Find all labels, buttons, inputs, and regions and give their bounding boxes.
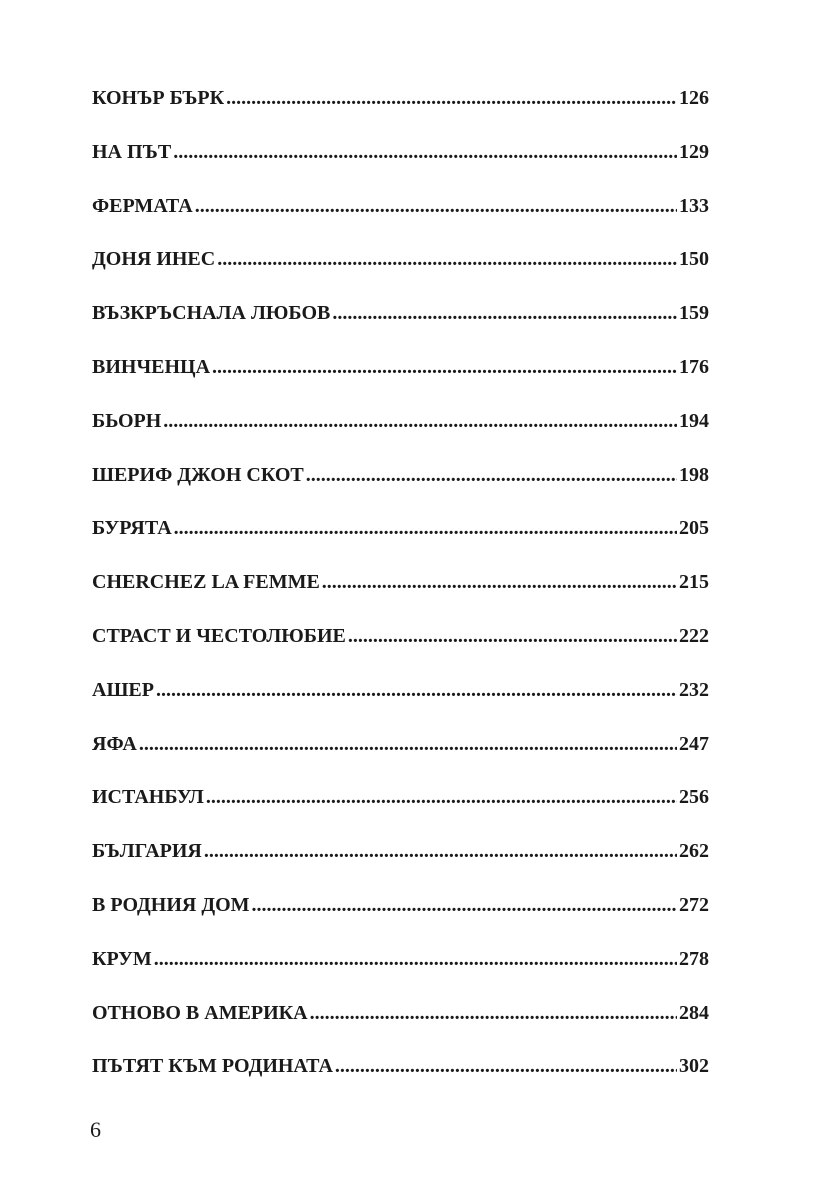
toc-entry-page: 232 <box>679 678 709 701</box>
toc-entry-page: 215 <box>679 571 709 594</box>
toc-entry <box>92 733 709 787</box>
toc-entry-page: 194 <box>679 409 709 432</box>
toc-dot-leader <box>332 302 677 325</box>
toc-entry <box>92 356 709 410</box>
toc-entry-title: CHERCHEZ LA FEMME <box>92 571 320 594</box>
toc-entry <box>92 948 709 1002</box>
toc-entry <box>92 894 709 948</box>
toc-dot-leader <box>174 517 677 540</box>
toc-dot-leader <box>322 571 677 594</box>
toc-entry <box>92 679 709 733</box>
toc-dot-leader <box>163 410 677 433</box>
toc-entry-title: КОНЪР БЪРК <box>92 87 225 109</box>
toc-entry-page: 302 <box>679 1055 709 1078</box>
toc-entry <box>92 141 709 195</box>
toc-entry-title: АШЕР <box>92 678 154 701</box>
toc-entry-title: ОТНОВО В АМЕРИКА <box>92 1001 308 1024</box>
toc-entry <box>92 302 709 356</box>
toc-entry-page: 278 <box>679 947 709 970</box>
toc-entry-title: БЪЛГАРИЯ <box>92 840 202 863</box>
toc-entry-title: ШЕРИФ ДЖОН СКОТ <box>92 463 304 486</box>
toc-dot-leader <box>212 356 677 379</box>
toc-dot-leader <box>226 87 677 110</box>
toc-entry-title: ЯФА <box>92 732 137 755</box>
toc-entry <box>92 571 709 625</box>
toc-entry <box>92 87 709 141</box>
page-number: 6 <box>90 1117 101 1142</box>
toc-entry-page: 198 <box>679 463 709 486</box>
toc-entry-title: ФЕРМАТА <box>92 194 193 217</box>
toc-entry-page: 272 <box>679 893 709 916</box>
toc-entry-page: 159 <box>679 302 709 325</box>
toc-entry-page: 129 <box>679 140 709 163</box>
toc-entry-page: 284 <box>679 1001 709 1024</box>
toc-dot-leader <box>306 464 677 487</box>
toc-entry <box>92 195 709 249</box>
toc-entry-title: БУРЯТА <box>92 517 172 540</box>
toc-entry <box>92 248 709 302</box>
toc-entry-title: КРУМ <box>92 947 152 970</box>
toc-entry <box>92 625 709 679</box>
toc-entry-page: 256 <box>679 786 709 809</box>
toc-entry <box>92 1002 709 1056</box>
toc-entry-title: ДОНЯ ИНЕС <box>92 248 216 271</box>
toc-entry-title: СТРАСТ И ЧЕСТОЛЮБИЕ <box>92 624 346 647</box>
toc-entry-page: 150 <box>679 248 709 271</box>
toc-entry-title: БЬОРН <box>92 409 162 432</box>
toc-dot-leader <box>206 786 677 809</box>
toc-dot-leader <box>310 1002 677 1025</box>
toc-dot-leader <box>173 141 677 164</box>
toc-dot-leader <box>217 248 677 271</box>
toc-entry-title: НА ПЪТ <box>92 140 172 163</box>
toc-dot-leader <box>139 733 677 756</box>
toc-entry <box>92 410 709 464</box>
table-of-contents <box>92 87 709 1109</box>
toc-entry-title: ВЪЗКРЪСНАЛА ЛЮБОВ <box>92 302 331 325</box>
toc-dot-leader <box>348 625 677 648</box>
toc-entry <box>92 1055 709 1109</box>
toc-entry-page: 126 <box>679 87 709 109</box>
toc-entry-title: ИСТАНБУЛ <box>92 786 204 809</box>
toc-entry-title: ПЪТЯТ КЪМ РОДИНАТА <box>92 1055 333 1078</box>
toc-entry-page: 262 <box>679 840 709 863</box>
toc-entry-title: В РОДНИЯ ДОМ <box>92 893 250 916</box>
toc-entry-title: ВИНЧЕНЦА <box>92 355 211 378</box>
toc-entry-page: 133 <box>679 194 709 217</box>
toc-entry <box>92 840 709 894</box>
toc-entry <box>92 786 709 840</box>
toc-entry-page: 222 <box>679 624 709 647</box>
toc-entry <box>92 464 709 518</box>
toc-dot-leader <box>156 679 677 702</box>
toc-entry-page: 247 <box>679 732 709 755</box>
toc-entry-page: 176 <box>679 355 709 378</box>
toc-dot-leader <box>204 840 677 863</box>
toc-dot-leader <box>195 195 677 218</box>
toc-entry-page: 205 <box>679 517 709 540</box>
toc-entry <box>92 517 709 571</box>
toc-dot-leader <box>335 1055 677 1078</box>
toc-dot-leader <box>154 948 677 971</box>
toc-dot-leader <box>252 894 677 917</box>
